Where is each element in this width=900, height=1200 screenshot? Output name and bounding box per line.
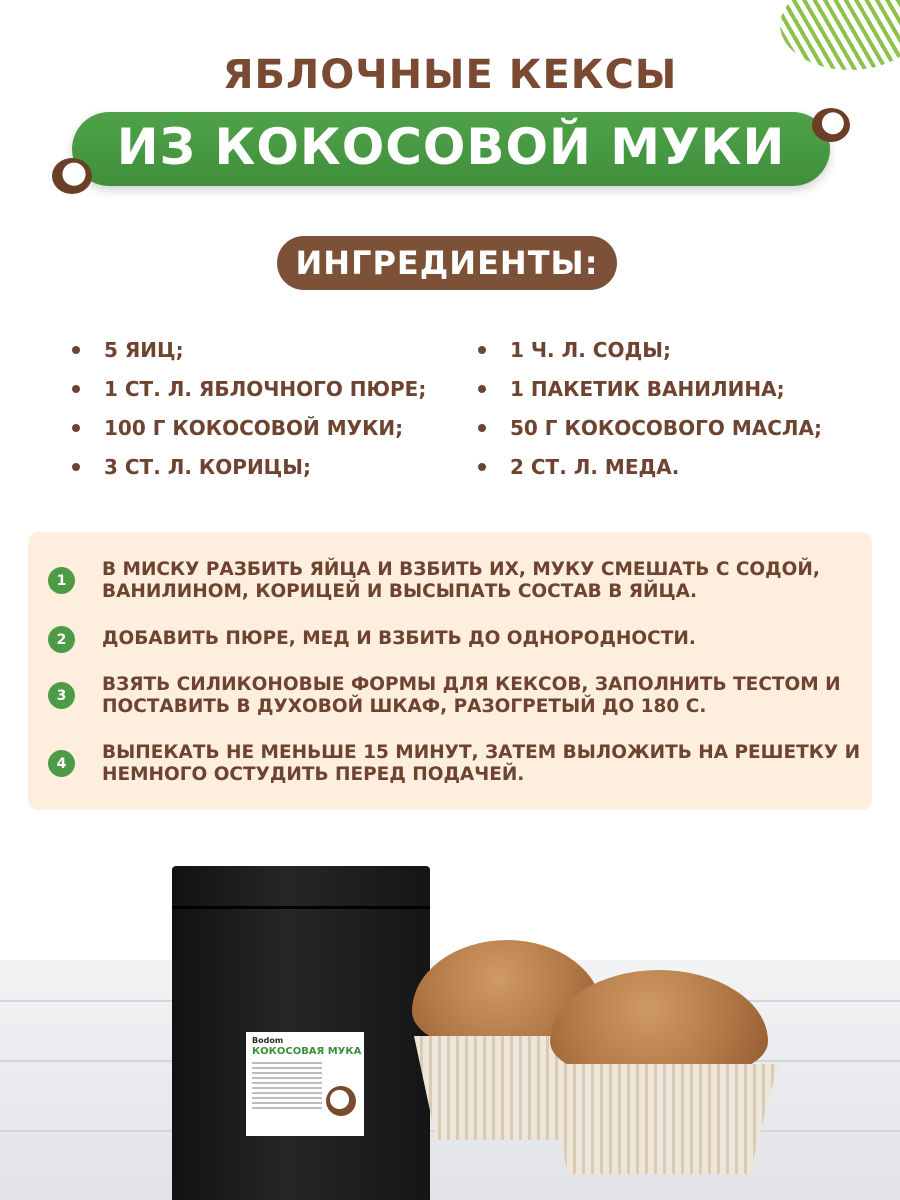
ingredient-item: 50 Г КОКОСОВОГО МАСЛА;	[478, 408, 822, 447]
product-name: КОКОСОВАЯ МУКА	[252, 1046, 362, 1057]
step-text: В МИСКУ РАЗБИТЬ ЯЙЦА И ВЗБИТЬ ИХ, МУКУ СМЕШАТЬ С СОДОЙ, ВАНИЛИНОМ, КОРИЦЕЙ И ВЫСЫПАТЬ СОСТАВ В ЯЙЦА.	[102, 559, 820, 602]
ingredient-item: 1 Ч. Л. СОДЫ;	[478, 330, 822, 369]
coconut-right-icon	[812, 108, 850, 142]
title-line-1: ЯБЛОЧНЫЕ КЕКСЫ	[222, 52, 678, 98]
title-line-2: ИЗ КОКОСОВОЙ МУКИ	[116, 118, 786, 176]
ingredients-heading: ИНГРЕДИЕНТЫ:	[295, 244, 599, 282]
bullet-icon	[72, 346, 80, 354]
step-number-badge: 2	[48, 626, 75, 653]
bullet-icon	[478, 424, 486, 432]
step-text: ДОБАВИТЬ ПЮРЕ, МЕД И ВЗБИТЬ ДО ОДНОРОДНОСТИ.	[102, 628, 696, 649]
bullet-icon	[72, 424, 80, 432]
bullet-icon	[478, 385, 486, 393]
bullet-icon	[72, 385, 80, 393]
muffin-front	[540, 970, 778, 1200]
step-number-badge: 4	[48, 750, 75, 777]
step-text: ВЗЯТЬ СИЛИКОНОВЫЕ ФОРМЫ ДЛЯ КЕКСОВ, ЗАПОЛНИТЬ ТЕСТОМ И ПОСТАВИТЬ В ДУХОВОЙ ШКАФ, РАЗОГРЕТЫЙ ДО 180 С.	[102, 674, 841, 717]
coconut-icon	[326, 1086, 356, 1116]
step-number-badge: 3	[48, 682, 75, 709]
step-number-badge: 1	[48, 567, 75, 594]
step-text: ВЫПЕКАТЬ НЕ МЕНЬШЕ 15 МИНУТ, ЗАТЕМ ВЫЛОЖИТЬ НА РЕШЕТКУ И НЕМНОГО ОСТУДИТЬ ПЕРЕД ПОДАЧЕЙ.	[102, 742, 861, 785]
ingredient-item: 100 Г КОКОСОВОЙ МУКИ;	[72, 408, 426, 447]
ingredient-item: 1 СТ. Л. ЯБЛОЧНОГО ПЮРЕ;	[72, 369, 426, 408]
coconut-left-icon	[52, 158, 92, 194]
bullet-icon	[478, 346, 486, 354]
bullet-icon	[72, 463, 80, 471]
ingredient-item: 3 СТ. Л. КОРИЦЫ;	[72, 447, 426, 486]
bullet-icon	[478, 463, 486, 471]
ingredient-item: 5 ЯИЦ;	[72, 330, 426, 369]
ingredients-left-column	[72, 330, 426, 486]
ingredients-right-column	[478, 330, 822, 486]
ingredient-item: 1 ПАКЕТИК ВАНИЛИНА;	[478, 369, 822, 408]
steps-panel	[28, 532, 872, 810]
ingredient-item: 2 СТ. Л. МЕДА.	[478, 447, 822, 486]
product-brand: Bodom	[252, 1036, 284, 1045]
product-label	[246, 1032, 364, 1136]
